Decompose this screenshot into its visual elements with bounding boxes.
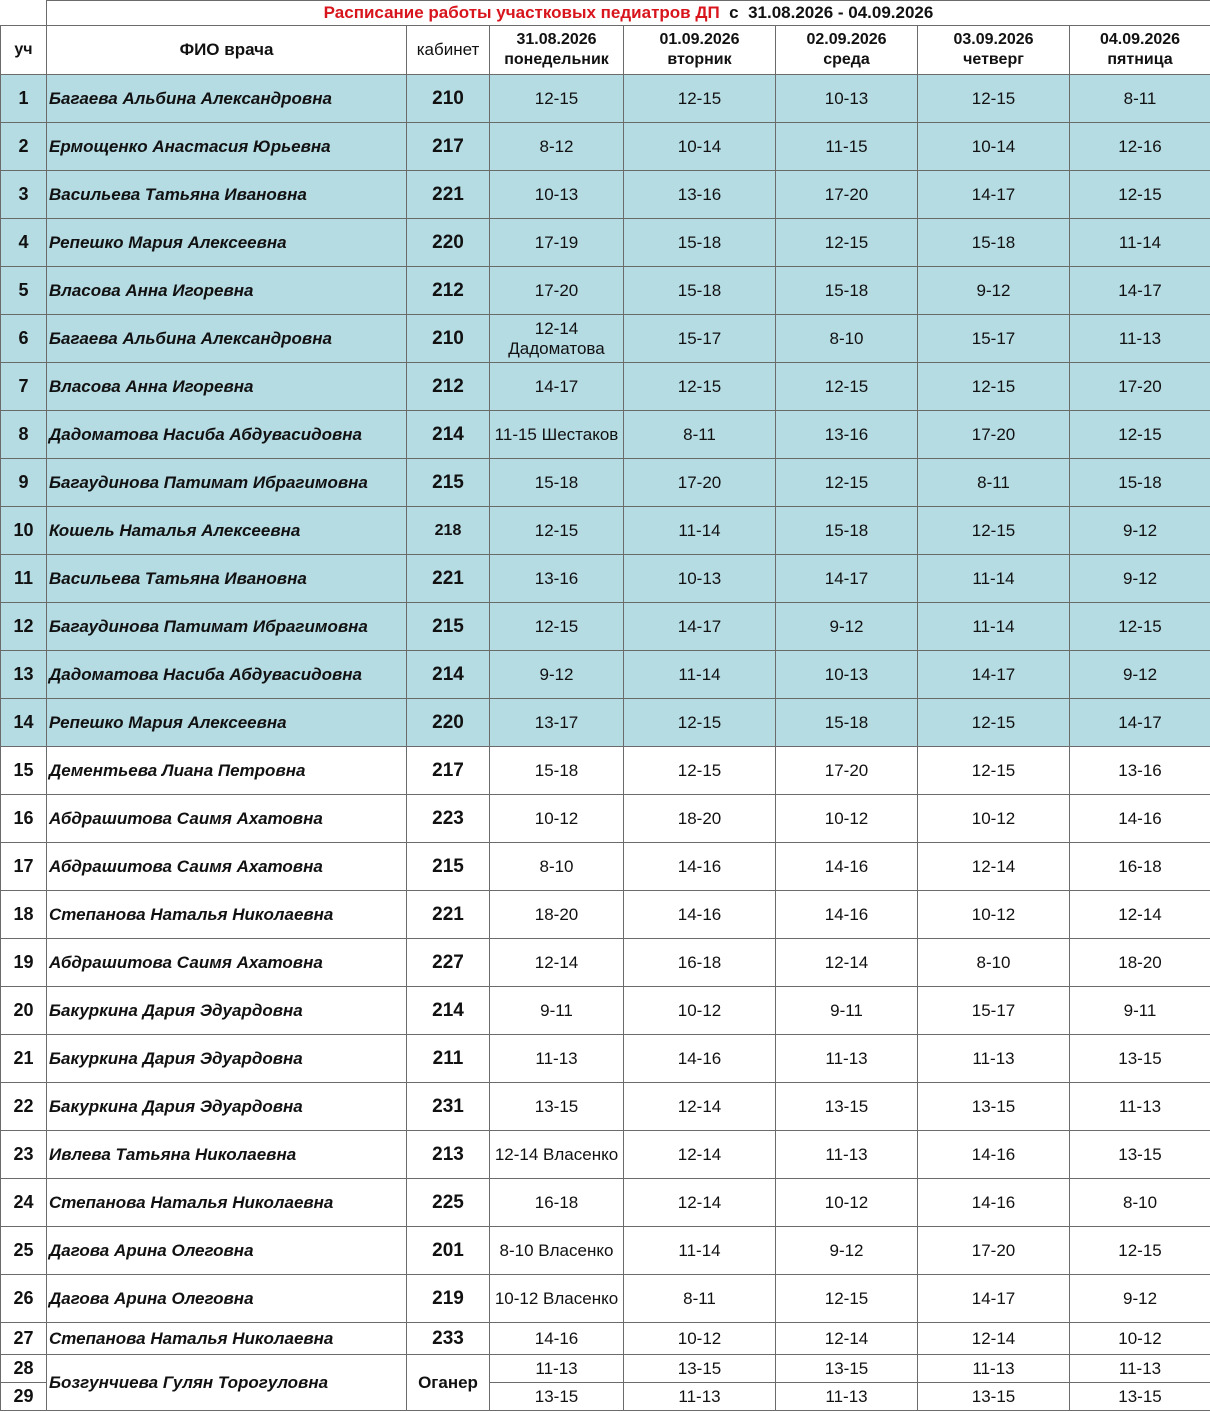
time-cell: 12-15	[624, 699, 776, 747]
time-cell: 8-11	[1070, 75, 1210, 123]
title-connector: с	[729, 3, 739, 22]
doctor-name: Багаудинова Патимат Ибрагимовна	[47, 603, 407, 651]
time-cell: 12-15	[776, 459, 918, 507]
cabinet-number: 214	[407, 411, 490, 459]
time-cell: 12-14	[776, 939, 918, 987]
time-cell: 10-12	[776, 795, 918, 843]
table-row	[1, 411, 1210, 459]
time-cell: 12-14 Дадоматова	[490, 315, 624, 363]
row-number: 28	[1, 1355, 47, 1383]
cabinet-number: 221	[407, 891, 490, 939]
table-row	[1, 603, 1210, 651]
time-cell: 15-18	[1070, 459, 1210, 507]
table-row	[1, 1035, 1210, 1083]
time-cell: 14-17	[1070, 699, 1210, 747]
time-cell: 15-17	[624, 315, 776, 363]
time-cell: 17-20	[776, 171, 918, 219]
header-date: 01.09.2026	[659, 31, 740, 48]
time-cell: 12-14 Власенко	[490, 1131, 624, 1179]
time-cell: 11-13	[776, 1035, 918, 1083]
time-cell: 17-20	[1070, 363, 1210, 411]
cabinet-number: 215	[407, 603, 490, 651]
table-row	[1, 795, 1210, 843]
time-cell: 13-15	[490, 1083, 624, 1131]
time-cell: 14-17	[624, 603, 776, 651]
cabinet-number: 215	[407, 459, 490, 507]
doctor-name: Дагова Арина Олеговна	[47, 1227, 407, 1275]
time-cell: 9-11	[1070, 987, 1210, 1035]
header-day-tue	[624, 26, 776, 75]
table-row	[1, 747, 1210, 795]
time-cell: 12-15	[490, 75, 624, 123]
cabinet-number: 214	[407, 987, 490, 1035]
time-cell: 12-14	[918, 1323, 1070, 1355]
time-cell: 13-15	[776, 1355, 918, 1383]
row-number: 5	[1, 267, 47, 315]
time-cell: 11-14	[624, 651, 776, 699]
cabinet-number: 212	[407, 363, 490, 411]
time-cell: 12-14	[624, 1179, 776, 1227]
doctor-name: Дагова Арина Олеговна	[47, 1275, 407, 1323]
cabinet-number: 201	[407, 1227, 490, 1275]
row-number: 9	[1, 459, 47, 507]
time-cell: 8-10	[776, 315, 918, 363]
table-row	[1, 123, 1210, 171]
doctor-name: Васильева Татьяна Ивановна	[47, 171, 407, 219]
doctor-name: Васильева Татьяна Ивановна	[47, 555, 407, 603]
page-title	[47, 1, 1210, 26]
cabinet-number: 217	[407, 747, 490, 795]
time-cell: 10-12	[624, 1323, 776, 1355]
time-cell: 12-15	[918, 75, 1070, 123]
time-cell: 12-15	[624, 747, 776, 795]
table-row	[1, 891, 1210, 939]
row-number: 26	[1, 1275, 47, 1323]
time-cell: 10-13	[776, 75, 918, 123]
time-cell: 18-20	[490, 891, 624, 939]
doctor-name: Власова Анна Игоревна	[47, 267, 407, 315]
header-date: 03.09.2026	[953, 31, 1034, 48]
time-cell: 12-14	[1070, 891, 1210, 939]
time-cell: 8-11	[918, 459, 1070, 507]
time-cell: 13-16	[776, 411, 918, 459]
time-cell: 14-17	[776, 555, 918, 603]
cabinet-number: 212	[407, 267, 490, 315]
time-cell: 9-12	[1070, 555, 1210, 603]
cabinet-number: 213	[407, 1131, 490, 1179]
header-day-wed	[776, 26, 918, 75]
time-cell: 9-12	[1070, 651, 1210, 699]
title-text: Расписание работы участковых педиатров ДП	[323, 3, 720, 22]
time-cell: 11-15	[776, 123, 918, 171]
header-row	[1, 26, 1210, 75]
time-cell: 13-17	[490, 699, 624, 747]
cabinet-number: 217	[407, 123, 490, 171]
time-cell: 8-10	[1070, 1179, 1210, 1227]
time-cell: 8-11	[624, 1275, 776, 1323]
doctor-name: Багаева Альбина Александровна	[47, 315, 407, 363]
time-cell: 8-12	[490, 123, 624, 171]
table-row	[1, 651, 1210, 699]
table-row	[1, 315, 1210, 363]
time-cell: 10-12	[624, 987, 776, 1035]
table-row	[1, 1323, 1210, 1355]
time-cell: 13-15	[776, 1083, 918, 1131]
time-cell: 8-10 Власенко	[490, 1227, 624, 1275]
time-cell: 10-12	[776, 1179, 918, 1227]
time-cell: 12-15	[918, 363, 1070, 411]
time-cell: 15-18	[776, 267, 918, 315]
time-cell: 10-12	[1070, 1323, 1210, 1355]
header-date: 31.08.2026	[516, 31, 597, 48]
time-cell: 14-16	[776, 891, 918, 939]
time-cell: 12-15	[490, 507, 624, 555]
time-cell: 14-16	[1070, 795, 1210, 843]
table-row	[1, 507, 1210, 555]
time-cell: 12-16	[1070, 123, 1210, 171]
doctor-name: Багаудинова Патимат Ибрагимовна	[47, 459, 407, 507]
time-cell: 11-13	[918, 1355, 1070, 1383]
time-cell: 9-11	[776, 987, 918, 1035]
time-cell: 10-14	[624, 123, 776, 171]
time-cell: 15-18	[918, 219, 1070, 267]
time-cell: 10-12	[490, 795, 624, 843]
header-day-thu	[918, 26, 1070, 75]
time-cell: 11-13	[918, 1035, 1070, 1083]
header-cabinet: кабинет	[407, 26, 490, 75]
time-cell: 9-12	[918, 267, 1070, 315]
cabinet-number: 221	[407, 555, 490, 603]
row-number: 20	[1, 987, 47, 1035]
time-cell: 11-13	[776, 1131, 918, 1179]
time-cell: 12-15	[1070, 411, 1210, 459]
time-cell: 13-15	[490, 1383, 624, 1411]
doctor-name: Дадоматова Насиба Абдувасидовна	[47, 651, 407, 699]
time-cell: 15-18	[624, 219, 776, 267]
header-date: 04.09.2026	[1099, 31, 1181, 48]
header-uch: уч	[1, 26, 47, 75]
time-cell: 13-15	[918, 1383, 1070, 1411]
row-number: 19	[1, 939, 47, 987]
table-row	[1, 1083, 1210, 1131]
time-cell: 12-15	[776, 1275, 918, 1323]
row-number: 10	[1, 507, 47, 555]
time-cell: 8-10	[490, 843, 624, 891]
time-cell: 14-16	[624, 1035, 776, 1083]
table-row	[1, 363, 1210, 411]
doctor-name: Бакуркина Дария Эдуардовна	[47, 1083, 407, 1131]
table-row	[1, 1227, 1210, 1275]
row-number: 12	[1, 603, 47, 651]
row-number: 24	[1, 1179, 47, 1227]
cabinet-number: 210	[407, 75, 490, 123]
time-cell: 10-14	[918, 123, 1070, 171]
time-cell: 8-11	[624, 411, 776, 459]
time-cell: 12-15	[1070, 603, 1210, 651]
table-row	[1, 939, 1210, 987]
doctor-name: Абдрашитова Саимя Ахатовна	[47, 843, 407, 891]
header-doctor-name: ФИО врача	[47, 26, 407, 75]
cabinet-number: 231	[407, 1083, 490, 1131]
time-cell: 13-16	[490, 555, 624, 603]
time-cell: 13-15	[1070, 1383, 1210, 1411]
time-cell: 14-16	[918, 1179, 1070, 1227]
time-cell: 12-14	[776, 1323, 918, 1355]
doctor-name: Кошель Наталья Алексеевна	[47, 507, 407, 555]
cabinet-number: 219	[407, 1275, 490, 1323]
row-number: 2	[1, 123, 47, 171]
doctor-name: Абдрашитова Саимя Ахатовна	[47, 939, 407, 987]
row-number: 14	[1, 699, 47, 747]
time-cell: 12-15	[1070, 171, 1210, 219]
time-cell: 17-20	[776, 747, 918, 795]
row-number: 11	[1, 555, 47, 603]
table-row	[1, 987, 1210, 1035]
time-cell: 15-18	[776, 699, 918, 747]
table-row	[1, 555, 1210, 603]
cabinet-number: 214	[407, 651, 490, 699]
row-number: 7	[1, 363, 47, 411]
row-number: 29	[1, 1383, 47, 1411]
doctor-name: Власова Анна Игоревна	[47, 363, 407, 411]
row-number: 21	[1, 1035, 47, 1083]
time-cell: 14-17	[918, 171, 1070, 219]
row-number: 8	[1, 411, 47, 459]
time-cell: 13-16	[624, 171, 776, 219]
row-number: 6	[1, 315, 47, 363]
doctor-name: Дементьева Лиана Петровна	[47, 747, 407, 795]
time-cell: 15-18	[490, 747, 624, 795]
header-weekday: понедельник	[504, 51, 609, 68]
header-weekday: четверг	[963, 51, 1024, 68]
time-cell: 13-15	[624, 1355, 776, 1383]
doctor-name: Дадоматова Насиба Абдувасидовна	[47, 411, 407, 459]
time-cell: 13-16	[1070, 747, 1210, 795]
doctor-name: Ермощенко Анастасия Юрьевна	[47, 123, 407, 171]
time-cell: 12-15	[776, 363, 918, 411]
row-number: 22	[1, 1083, 47, 1131]
time-cell: 15-17	[918, 987, 1070, 1035]
row-number: 3	[1, 171, 47, 219]
time-cell: 17-20	[624, 459, 776, 507]
doctor-name: Репешко Мария Алексеевна	[47, 219, 407, 267]
time-cell: 16-18	[624, 939, 776, 987]
table-row	[1, 1355, 1210, 1383]
time-cell: 16-18	[1070, 843, 1210, 891]
time-cell: 12-15	[624, 75, 776, 123]
header-weekday: среда	[823, 51, 870, 68]
time-cell: 12-15	[918, 507, 1070, 555]
header-day-mon	[490, 26, 624, 75]
time-cell: 16-18	[490, 1179, 624, 1227]
time-cell: 11-13	[490, 1355, 624, 1383]
time-cell: 8-10	[918, 939, 1070, 987]
time-cell: 12-15	[490, 603, 624, 651]
table-row	[1, 75, 1210, 123]
time-cell: 13-15	[918, 1083, 1070, 1131]
time-cell: 12-14	[624, 1131, 776, 1179]
table-row	[1, 171, 1210, 219]
time-cell: 12-14	[490, 939, 624, 987]
table-row	[1, 843, 1210, 891]
time-cell: 14-17	[490, 363, 624, 411]
doctor-name: Бозгунчиева Гулян Торогуловна	[47, 1355, 407, 1411]
cabinet-number: 220	[407, 699, 490, 747]
time-cell: 11-15 Шестаков	[490, 411, 624, 459]
cabinet-number: 211	[407, 1035, 490, 1083]
time-cell: 11-13	[1070, 315, 1210, 363]
time-cell: 12-15	[624, 363, 776, 411]
corner-cell	[1, 1, 47, 26]
time-cell: 14-16	[490, 1323, 624, 1355]
table-row	[1, 1275, 1210, 1323]
title-row	[1, 1, 1210, 26]
cabinet-number: 215	[407, 843, 490, 891]
time-cell: 11-13	[776, 1383, 918, 1411]
table-row	[1, 219, 1210, 267]
row-number: 18	[1, 891, 47, 939]
doctor-name: Репешко Мария Алексеевна	[47, 699, 407, 747]
doctor-name: Ивлева Татьяна Николаевна	[47, 1131, 407, 1179]
time-cell: 14-16	[624, 891, 776, 939]
time-cell: 18-20	[624, 795, 776, 843]
time-cell: 10-13	[776, 651, 918, 699]
time-cell: 13-15	[1070, 1035, 1210, 1083]
time-cell: 12-14	[918, 843, 1070, 891]
time-cell: 17-20	[490, 267, 624, 315]
time-cell: 9-12	[1070, 507, 1210, 555]
row-number: 15	[1, 747, 47, 795]
time-cell: 14-16	[918, 1131, 1070, 1179]
cabinet-number: 220	[407, 219, 490, 267]
time-cell: 13-15	[1070, 1131, 1210, 1179]
time-cell: 12-15	[918, 699, 1070, 747]
table-row	[1, 459, 1210, 507]
time-cell: 11-14	[624, 1227, 776, 1275]
time-cell: 12-15	[918, 747, 1070, 795]
time-cell: 9-12	[776, 1227, 918, 1275]
cabinet-number: 227	[407, 939, 490, 987]
time-cell: 17-19	[490, 219, 624, 267]
time-cell: 9-12	[776, 603, 918, 651]
cabinet-number: 223	[407, 795, 490, 843]
time-cell: 15-18	[776, 507, 918, 555]
doctor-name: Бакуркина Дария Эдуардовна	[47, 1035, 407, 1083]
time-cell: 11-14	[624, 507, 776, 555]
time-cell: 9-11	[490, 987, 624, 1035]
time-cell: 10-12	[918, 795, 1070, 843]
header-date: 02.09.2026	[806, 31, 887, 48]
time-cell: 9-12	[1070, 1275, 1210, 1323]
time-cell: 12-15	[1070, 1227, 1210, 1275]
time-cell: 15-18	[490, 459, 624, 507]
doctor-name: Бакуркина Дария Эдуардовна	[47, 987, 407, 1035]
title-date-range: 31.08.2026 - 04.09.2026	[748, 3, 934, 22]
cabinet-number: Оганер	[407, 1355, 490, 1411]
cabinet-number: 218	[407, 507, 490, 555]
doctor-name: Степанова Наталья Николаевна	[47, 1179, 407, 1227]
time-cell: 17-20	[918, 411, 1070, 459]
row-number: 1	[1, 75, 47, 123]
table-row	[1, 1179, 1210, 1227]
time-cell: 14-17	[1070, 267, 1210, 315]
time-cell: 11-13	[1070, 1083, 1210, 1131]
cabinet-number: 210	[407, 315, 490, 363]
time-cell: 10-13	[624, 555, 776, 603]
row-number: 27	[1, 1323, 47, 1355]
doctor-name: Абдрашитова Саимя Ахатовна	[47, 795, 407, 843]
time-cell: 18-20	[1070, 939, 1210, 987]
time-cell: 12-15	[776, 219, 918, 267]
time-cell: 15-18	[624, 267, 776, 315]
time-cell: 11-14	[918, 555, 1070, 603]
time-cell: 15-17	[918, 315, 1070, 363]
time-cell: 11-13	[1070, 1355, 1210, 1383]
doctor-name: Степанова Наталья Николаевна	[47, 1323, 407, 1355]
time-cell: 11-13	[490, 1035, 624, 1083]
time-cell: 10-12	[918, 891, 1070, 939]
row-number: 4	[1, 219, 47, 267]
header-weekday: пятница	[1107, 51, 1173, 68]
table-row	[1, 267, 1210, 315]
cabinet-number: 221	[407, 171, 490, 219]
time-cell: 10-13	[490, 171, 624, 219]
time-cell: 14-17	[918, 651, 1070, 699]
doctor-name: Багаева Альбина Александровна	[47, 75, 407, 123]
header-weekday: вторник	[667, 51, 732, 68]
cabinet-number: 233	[407, 1323, 490, 1355]
cabinet-number: 225	[407, 1179, 490, 1227]
time-cell: 14-17	[918, 1275, 1070, 1323]
row-number: 13	[1, 651, 47, 699]
time-cell: 11-14	[918, 603, 1070, 651]
time-cell: 14-16	[776, 843, 918, 891]
time-cell: 9-12	[490, 651, 624, 699]
header-day-fri	[1070, 26, 1210, 75]
time-cell: 17-20	[918, 1227, 1070, 1275]
time-cell: 12-14	[624, 1083, 776, 1131]
time-cell: 14-16	[624, 843, 776, 891]
row-number: 23	[1, 1131, 47, 1179]
table-row	[1, 1131, 1210, 1179]
doctor-name: Степанова Наталья Николаевна	[47, 891, 407, 939]
row-number: 25	[1, 1227, 47, 1275]
row-number: 16	[1, 795, 47, 843]
table-row	[1, 699, 1210, 747]
time-cell: 10-12 Власенко	[490, 1275, 624, 1323]
row-number: 17	[1, 843, 47, 891]
time-cell: 11-13	[624, 1383, 776, 1411]
time-cell: 11-14	[1070, 219, 1210, 267]
